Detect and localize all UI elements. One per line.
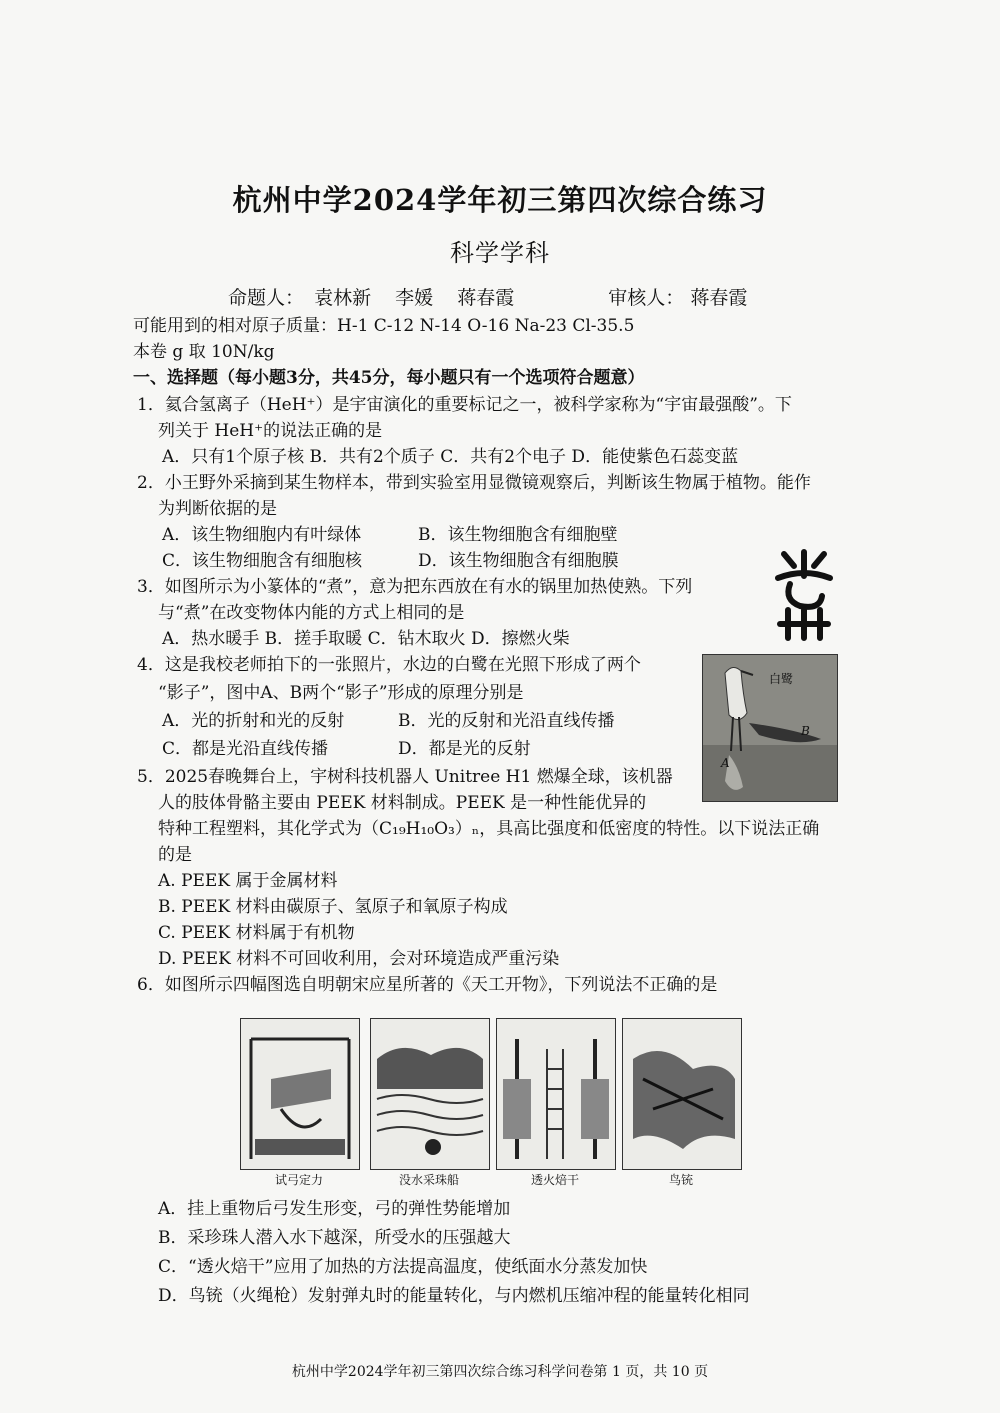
authors-line	[228, 283, 747, 310]
q1-options: A．只有1个原子核 B．共有2个质子 C．共有2个电子 D．能使紫色石蕊变蓝	[162, 447, 739, 467]
q4-stem-line1: 4．这是我校老师拍下的一张照片，水边的白鹭在光照下形成了两个	[137, 655, 641, 675]
q2-option-c: C．该生物细胞含有细胞核	[162, 551, 363, 571]
q5-stem-line3: 特种工程塑料，其化学式为（C₁₉H₁₀O₃）ₙ，具高比强度和低密度的特性。以下说法正确	[158, 819, 820, 839]
section-title: 一、选择题（每小题3分，共45分，每小题只有一个选项符合题意）	[133, 368, 645, 388]
shadow-a-label: A	[721, 756, 730, 770]
page-footer: 杭州中学2024学年初三第四次综合练习科学问卷第 1 页，共 10 页	[291, 1364, 709, 1380]
setter-1: 袁林新	[314, 287, 372, 309]
q2-option-a: A．该生物细胞内有叶绿体	[162, 525, 362, 545]
setter-2: 李媛	[395, 287, 434, 309]
caption-bow-test: 试弓定力	[274, 1173, 323, 1187]
q5-stem-line4: 的是	[158, 845, 192, 865]
reviewer-label: 审核人：	[608, 287, 685, 309]
q5-option-b: B. PEEK 材料由碳原子、氢原子和氧原子构成	[158, 897, 508, 917]
q1-stem-line1: 1．氦合氢离子（HeH⁺）是宇宙演化的重要标记之一，被科学家称为“宇宙最强酸”。下	[137, 395, 792, 415]
q6-option-d: D．鸟铳（火绳枪）发射弹丸时的能量转化，与内燃机压缩冲程的能量转化相同	[158, 1286, 750, 1306]
q2-option-b: B．该生物细胞含有细胞壁	[418, 525, 618, 545]
q6-option-c: C．“透火焙干”应用了加热的方法提高温度，使纸面水分蒸发加快	[158, 1257, 648, 1277]
q6-stem-line1: 6．如图所示四幅图选自明朝宋应星所著的《天工开物》，下列说法不正确的是	[137, 975, 718, 995]
q1-stem-line2: 列关于 HeH⁺的说法正确的是	[158, 421, 383, 441]
egret-photo	[702, 654, 838, 802]
q3-stem-line1: 3．如图所示为小篆体的“煮”，意为把东西放在有水的锅里加热使熟。下列	[137, 577, 693, 597]
q3-options: A．热水暖手 B．搓手取暖 C．钻木取火 D．擦燃火柴	[162, 629, 570, 649]
woodblock-fire-drying	[496, 1018, 616, 1170]
woodblock-musket	[622, 1018, 742, 1170]
q6-option-a: A．挂上重物后弓发生形变，弓的弹性势能增加	[158, 1199, 511, 1219]
caption-musket: 鸟铳	[668, 1173, 693, 1187]
q5-stem-line2: 人的肢体骨骼主要由 PEEK 材料制成。PEEK 是一种性能优异的	[158, 793, 647, 813]
woodblock-bow-test	[240, 1018, 360, 1170]
q6-option-b: B．采珍珠人潜入水下越深，所受水的压强越大	[158, 1228, 511, 1248]
q3-stem-line2: 与“煮”在改变物体内能的方式上相同的是	[158, 603, 465, 623]
q5-option-d: D. PEEK 材料不可回收利用，会对环境造成严重污染	[158, 949, 560, 969]
gravity-note: 本卷 g 取 10N/kg	[133, 342, 275, 362]
q5-option-c: C. PEEK 材料属于有机物	[158, 923, 355, 943]
q4-option-d: D．都是光的反射	[398, 739, 531, 759]
q4-option-b: B．光的反射和光沿直线传播	[398, 711, 615, 731]
q4-stem-line2: “影子”，图中A、B两个“影子”形成的原理分别是	[158, 683, 524, 703]
q5-stem-line1: 5．2025春晚舞台上，宇树科技机器人 Unitree H1 燃爆全球，该机器	[137, 767, 673, 787]
caption-fire-drying: 透火焙干	[530, 1173, 579, 1187]
q4-option-a: A．光的折射和光的反射	[162, 711, 345, 731]
seal-script-zhu-image	[770, 548, 838, 644]
q5-option-a: A. PEEK 属于金属材料	[158, 871, 338, 891]
page-subtitle: 科学学科	[450, 239, 550, 267]
setter-3: 蒋春霞	[457, 287, 515, 309]
setters-label: 命题人：	[228, 287, 305, 309]
woodblock-pearl-boat	[370, 1018, 490, 1170]
q2-option-d: D．该生物细胞含有细胞膜	[418, 551, 619, 571]
shadow-b-label: B	[801, 724, 810, 738]
q2-stem-line2: 为判断依据的是	[158, 499, 277, 519]
reviewer: 蒋春霞	[690, 287, 748, 309]
egret-label: 白鹭	[769, 672, 794, 686]
q4-option-c: C．都是光沿直线传播	[162, 739, 329, 759]
caption-pearl-boat: 没水采珠船	[398, 1173, 459, 1187]
atomic-mass-note: 可能用到的相对原子质量：H-1 C-12 N-14 O-16 Na-23 Cl-35.5	[133, 316, 635, 336]
page-title: 杭州中学2024学年初三第四次综合练习	[232, 183, 768, 217]
q2-stem-line1: 2．小王野外采摘到某生物样本，带到实验室用显微镜观察后，判断该生物属于植物。能作	[137, 473, 811, 493]
